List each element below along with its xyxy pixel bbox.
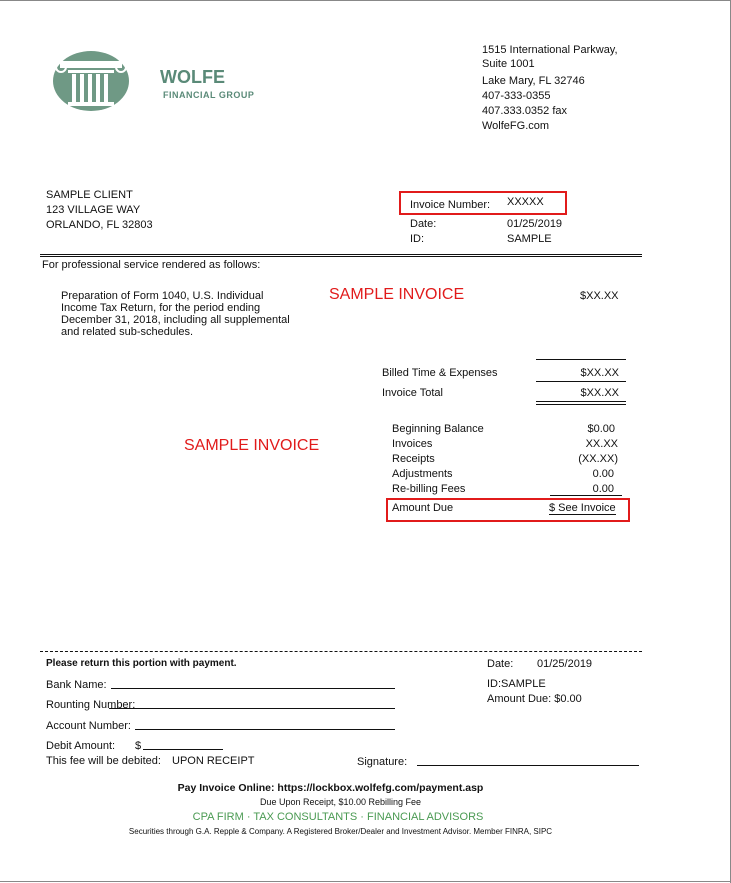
debit-dollar-sign: $ xyxy=(135,740,142,752)
balance-row xyxy=(392,437,622,452)
invoice-date-label: Date: xyxy=(410,218,437,230)
remit-heading: Please return this portion with payment. xyxy=(46,658,237,669)
bank-name-field[interactable] xyxy=(111,677,395,689)
balance-row-value: 0.00 xyxy=(592,468,614,480)
account-number-label: Account Number: xyxy=(46,720,131,732)
remit-date-value: 01/25/2019 xyxy=(537,658,593,670)
totals-top-rule xyxy=(536,359,626,360)
sample-invoice-watermark: SAMPLE INVOICE xyxy=(184,437,320,454)
balance-table xyxy=(392,422,622,497)
firm-city: Lake Mary, FL 32746 xyxy=(482,75,585,87)
firm-tagline: CPA FIRM · TAX CONSULTANTS · FINANCIAL ADVISORS xyxy=(192,811,484,823)
pay-online-link[interactable]: Pay Invoice Online: https://lockbox.wolfefg.com/payment.asp xyxy=(177,782,484,794)
remit-id: ID:SAMPLE xyxy=(487,678,546,690)
invoice-id-value: SAMPLE xyxy=(507,233,552,245)
firm-name: WOLFE xyxy=(160,67,225,87)
signature-label: Signature: xyxy=(357,756,408,768)
invoice-number-label: Invoice Number: xyxy=(410,199,491,211)
firm-address-line1: 1515 International Parkway, xyxy=(482,44,618,56)
tear-off-line xyxy=(40,651,642,652)
service-intro: For professional service rendered as follows: xyxy=(42,259,261,271)
amount-due-label: Amount Due xyxy=(392,502,454,514)
invoice-total-label: Invoice Total xyxy=(382,387,443,399)
account-number-field[interactable] xyxy=(135,718,395,730)
amount-due-value: $ See Invoice xyxy=(549,502,616,514)
due-note: Due Upon Receipt, $10.00 Rebilling Fee xyxy=(259,797,422,807)
client-city: ORLANDO, FL 32803 xyxy=(46,219,153,231)
balance-row-label: Receipts xyxy=(392,453,435,465)
service-description-line: and related sub-schedules. xyxy=(61,326,194,338)
balance-row-label: Invoices xyxy=(392,438,433,450)
invoice-total-value: $XX.XX xyxy=(580,387,619,399)
firm-fax: 407.333.0352 fax xyxy=(482,105,568,117)
firm-logo xyxy=(52,50,130,112)
balance-row-label: Re-billing Fees xyxy=(392,483,466,495)
balance-row xyxy=(392,467,622,482)
debit-amount-label: Debit Amount: xyxy=(46,740,116,752)
page-border-bottom xyxy=(0,881,731,882)
balance-row xyxy=(392,422,622,437)
routing-number-label: Rounting Number: xyxy=(46,699,136,711)
billed-rule xyxy=(536,381,626,382)
total-double-rule-2 xyxy=(536,404,626,405)
balance-rule xyxy=(550,495,622,496)
balance-row-value: 0.00 xyxy=(592,483,614,495)
balance-row-value: $0.00 xyxy=(587,423,615,435)
debited-label: This fee will be debited: xyxy=(46,755,161,767)
firm-web: WolfeFG.com xyxy=(482,120,550,132)
balance-row-label: Beginning Balance xyxy=(392,423,484,435)
balance-row-value: XX.XX xyxy=(585,438,618,450)
service-description-line: Preparation of Form 1040, U.S. Individual xyxy=(61,290,264,302)
billed-value: $XX.XX xyxy=(580,367,619,379)
column-logo-icon xyxy=(52,50,130,112)
routing-number-field[interactable] xyxy=(109,697,395,709)
invoice-number-value: XXXXX xyxy=(507,196,544,208)
header-divider-top xyxy=(40,254,642,255)
signature-field[interactable] xyxy=(417,754,639,766)
invoice-id-label: ID: xyxy=(410,233,425,245)
securities-disclaimer: Securities through G.A. Repple & Company. A Registered Broker/Dealer and Investment Advisor. Member FINRA, SIPC xyxy=(128,827,553,836)
firm-address xyxy=(482,43,618,133)
client-street: 123 VILLAGE WAY xyxy=(46,204,141,216)
debit-amount-field[interactable] xyxy=(143,738,223,750)
balance-row xyxy=(392,452,622,467)
bank-name-label: Bank Name: xyxy=(46,679,107,691)
firm-address-line2: Suite 1001 xyxy=(482,58,535,70)
balance-row-value: (XX.XX) xyxy=(578,453,618,465)
remit-amount-due: Amount Due: $0.00 xyxy=(487,693,582,705)
firm-phone: 407-333-0355 xyxy=(482,90,551,102)
total-double-rule-1 xyxy=(536,401,626,402)
client-name: SAMPLE CLIENT xyxy=(46,189,133,201)
remit-date-label: Date: xyxy=(487,658,514,670)
firm-subtitle: FINANCIAL GROUP xyxy=(163,90,255,100)
sample-invoice-watermark: SAMPLE INVOICE xyxy=(329,286,465,303)
service-description xyxy=(61,290,321,338)
header-divider-bottom xyxy=(40,256,642,257)
billed-label: Billed Time & Expenses xyxy=(382,367,498,379)
page-border-top xyxy=(0,0,731,1)
client-address xyxy=(46,188,153,233)
debited-value: UPON RECEIPT xyxy=(172,755,255,767)
service-amount: $XX.XX xyxy=(580,290,619,302)
service-description-line: December 31, 2018, including all supplemental xyxy=(61,314,290,326)
invoice-date-value: 01/25/2019 xyxy=(507,218,563,230)
service-description-line: Income Tax Return, for the period ending xyxy=(61,302,261,314)
balance-row-label: Adjustments xyxy=(392,468,453,480)
